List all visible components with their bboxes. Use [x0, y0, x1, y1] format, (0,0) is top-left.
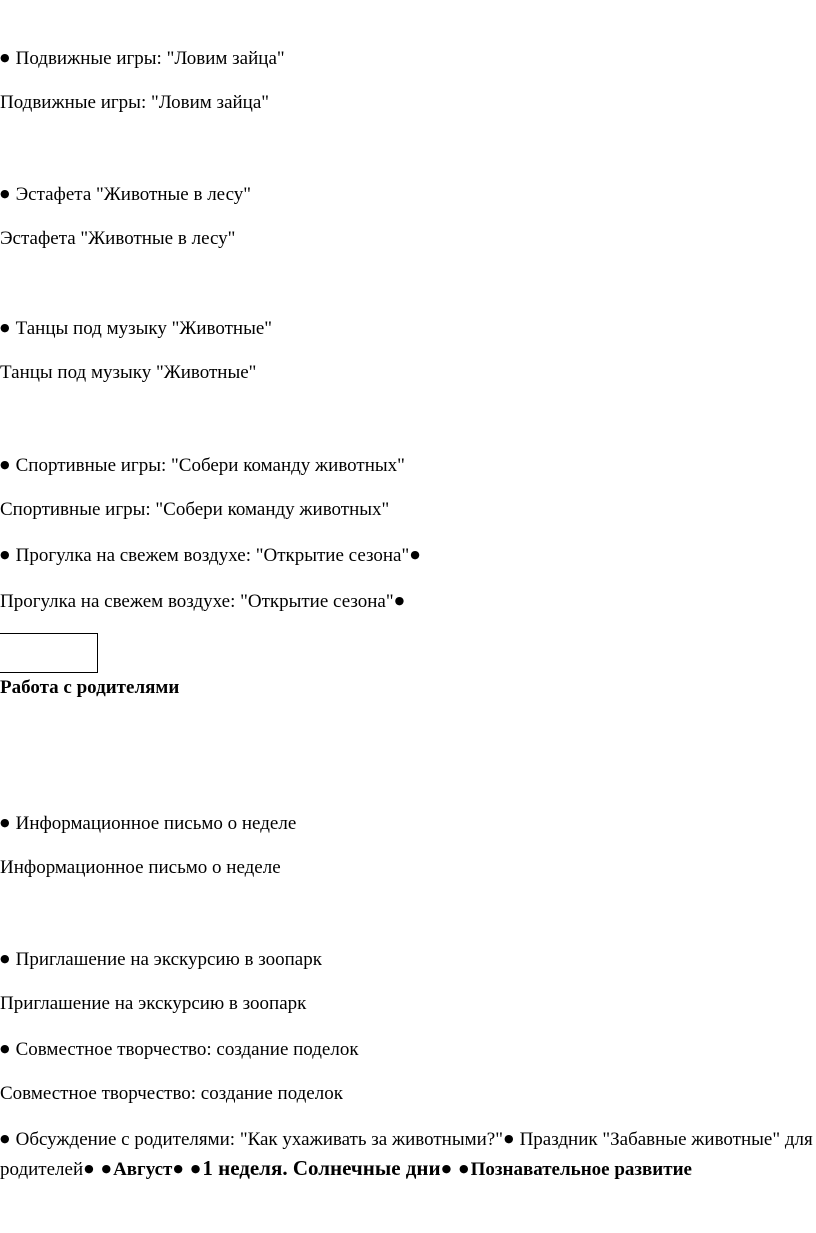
bullet-icon: ● — [0, 458, 10, 471]
list-item — [0, 316, 272, 341]
list-item — [0, 856, 281, 880]
bullet-icon: ● — [410, 548, 420, 561]
list-item — [0, 453, 405, 478]
list-item — [0, 543, 420, 568]
bullet-icon: ● — [458, 1162, 469, 1175]
bullet-icon: ● — [0, 321, 10, 334]
item-bulleted-text: Спортивные игры: "Собери команду животных" — [15, 455, 405, 476]
bullet-icon: ● — [0, 548, 10, 561]
bullet-icon: ● — [441, 1162, 452, 1175]
list-item — [0, 811, 296, 836]
item-bulleted-text: Совместное творчество: создание поделок — [15, 1039, 359, 1060]
final-paragraph — [0, 1124, 816, 1184]
item-plain-text: Прогулка на свежем воздухе: "Открытие сезона" — [0, 591, 394, 612]
item-plain-text: Танцы под музыку "Животные" — [0, 362, 257, 383]
empty-table-cell — [0, 633, 98, 673]
bullet-icon: ● — [0, 952, 10, 965]
item-plain-text: Спортивные игры: "Собери команду животных" — [0, 499, 390, 520]
bullet-icon: ● — [0, 187, 10, 200]
list-item — [0, 589, 404, 614]
list-item — [0, 992, 306, 1016]
item-bulleted-text: Эстафета "Животные в лесу" — [15, 184, 252, 205]
bullet-icon: ● — [0, 816, 10, 829]
item-plain-text: Подвижные игры: "Ловим зайца" — [0, 92, 270, 113]
list-item — [0, 498, 389, 522]
item-plain-text: Эстафета "Животные в лесу" — [0, 228, 236, 249]
item-plain-text: Совместное творчество: создание поделок — [0, 1083, 343, 1104]
bullet-icon: ● — [190, 1162, 201, 1175]
bullet-icon: ● — [503, 1132, 514, 1145]
item-bulleted-text: Прогулка на свежем воздухе: "Открытие сезона" — [15, 545, 410, 566]
item-bulleted-text: Подвижные игры: "Ловим зайца" — [15, 48, 285, 69]
paragraph-part: Обсуждение с родителями: "Как ухаживать за животными?" — [15, 1129, 503, 1150]
bullet-icon: ● — [0, 1042, 10, 1055]
item-bulleted-text: Информационное письмо о неделе — [15, 813, 297, 834]
month-label: Август — [113, 1159, 173, 1180]
list-item — [0, 361, 256, 385]
bullet-icon: ● — [0, 1132, 10, 1145]
item-plain-text: Информационное письмо о неделе — [0, 857, 281, 878]
section-heading: Работа с родителями — [0, 677, 180, 698]
bullet-icon: ● — [173, 1162, 183, 1175]
bullet-icon: ● — [0, 51, 10, 64]
development-area: Познавательное развитие — [470, 1159, 692, 1180]
paragraph-part: Праздник "Забавные животные" для родителей — [0, 1129, 813, 1180]
item-plain-text: Приглашение на экскурсию в зоопарк — [0, 993, 307, 1014]
week-title: 1 неделя. Солнечные дни — [202, 1156, 441, 1180]
list-item — [0, 46, 285, 71]
bullet-icon: ● — [101, 1162, 112, 1175]
bullet-icon: ● — [394, 594, 405, 607]
item-bulleted-text: Приглашение на экскурсию в зоопарк — [15, 949, 322, 970]
item-bulleted-text: Танцы под музыку "Животные" — [15, 318, 273, 339]
list-item — [0, 947, 322, 972]
list-item — [0, 91, 269, 115]
list-item — [0, 227, 235, 251]
list-item — [0, 1082, 343, 1106]
list-item — [0, 182, 251, 207]
list-item — [0, 1037, 359, 1062]
bullet-icon: ● — [84, 1162, 94, 1175]
